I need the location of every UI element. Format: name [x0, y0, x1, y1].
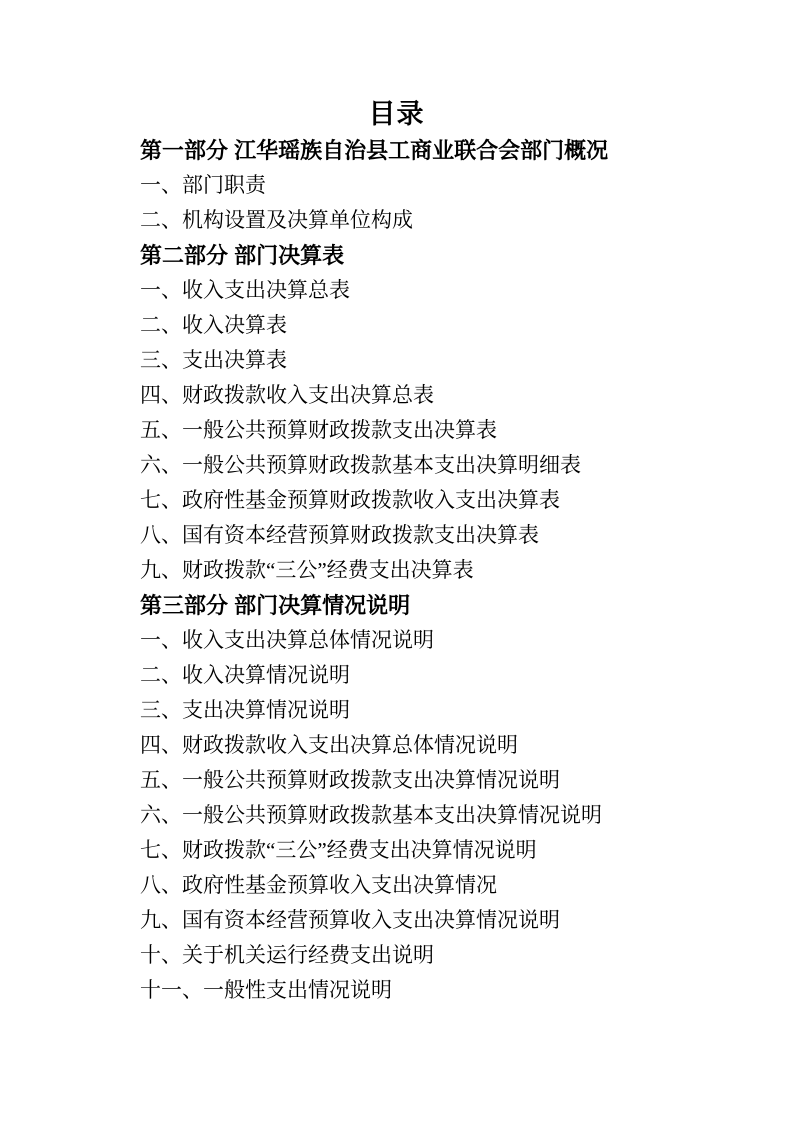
- toc-item: 一、部门职责: [140, 173, 266, 197]
- toc-item: 二、收入决算情况说明: [140, 663, 350, 687]
- toc-item: 十、关于机关运行经费支出说明: [140, 943, 434, 967]
- toc-item: 二、机构设置及决算单位构成: [140, 208, 413, 232]
- toc-item: 一、收入支出决算总体情况说明: [140, 628, 434, 652]
- toc-section-header: 第一部分 江华瑶族自治县工商业联合会部门概况: [140, 138, 609, 163]
- toc-item: 三、支出决算情况说明: [140, 698, 350, 722]
- toc-item: 八、国有资本经营预算财政拨款支出决算表: [140, 523, 539, 547]
- toc-item: 四、财政拨款收入支出决算总表: [140, 383, 434, 407]
- toc-item: 九、财政拨款“三公”经费支出决算表: [140, 558, 474, 582]
- table-of-contents: [0, 133, 793, 1008]
- toc-item: 八、政府性基金预算收入支出决算情况: [140, 873, 497, 897]
- page-title: 目录: [368, 99, 425, 129]
- toc-section-header: 第二部分 部门决算表: [140, 243, 345, 268]
- toc-item: 六、一般公共预算财政拨款基本支出决算情况说明: [140, 803, 602, 827]
- toc-item: 二、收入决算表: [140, 313, 287, 337]
- toc-item: 九、国有资本经营预算收入支出决算情况说明: [140, 908, 560, 932]
- toc-item: 四、财政拨款收入支出决算总体情况说明: [140, 733, 518, 757]
- toc-item: 三、支出决算表: [140, 348, 287, 372]
- toc-item: 五、一般公共预算财政拨款支出决算表: [140, 418, 497, 442]
- toc-item: 十一、一般性支出情况说明: [140, 978, 392, 1002]
- toc-item: 七、财政拨款“三公”经费支出决算情况说明: [140, 838, 537, 862]
- toc-item: 五、一般公共预算财政拨款支出决算情况说明: [140, 768, 560, 792]
- toc-section-header: 第三部分 部门决算情况说明: [140, 593, 411, 618]
- toc-item: 一、收入支出决算总表: [140, 278, 350, 302]
- toc-item: 七、政府性基金预算财政拨款收入支出决算表: [140, 488, 560, 512]
- toc-item: 六、一般公共预算财政拨款基本支出决算明细表: [140, 453, 581, 477]
